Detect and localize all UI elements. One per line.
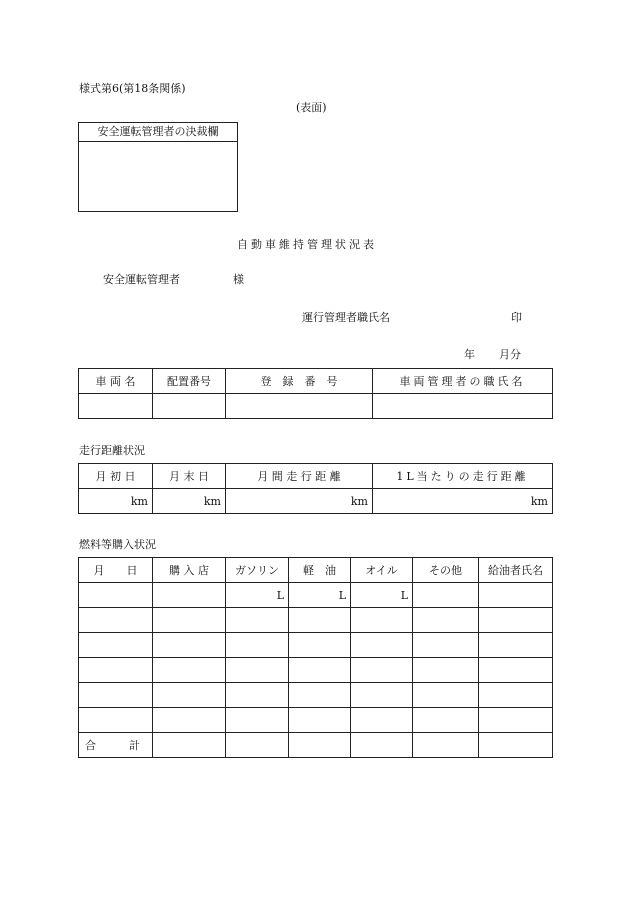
mileage-header-per-liter: 1L当たりの走行距離: [373, 464, 553, 489]
fuel-cell[interactable]: [289, 733, 351, 758]
vehicle-cell[interactable]: [373, 394, 553, 419]
fuel-cell[interactable]: [479, 708, 553, 733]
fuel-cell[interactable]: [79, 608, 153, 633]
fuel-header-store: 購 入 店: [153, 558, 226, 583]
form-number: 様式第6(第18条関係): [79, 82, 186, 95]
fuel-cell[interactable]: [79, 583, 153, 608]
page-side-label: (表面): [296, 101, 327, 114]
mileage-cell[interactable]: km: [153, 489, 226, 514]
mileage-cell[interactable]: km: [373, 489, 553, 514]
mileage-header-monthly: 月 間 走 行 距 離: [226, 464, 373, 489]
fuel-cell[interactable]: [153, 733, 226, 758]
fuel-cell[interactable]: [289, 683, 351, 708]
fuel-header-oil: オイル: [351, 558, 413, 583]
mileage-header-start: 月 初 日: [79, 464, 153, 489]
fuel-cell[interactable]: [413, 733, 479, 758]
vehicle-header-name: 車 両 名: [79, 369, 153, 394]
fuel-header-other: その他: [413, 558, 479, 583]
fuel-total-label: 合 計: [79, 733, 153, 758]
fuel-cell[interactable]: [351, 608, 413, 633]
fuel-cell[interactable]: [351, 708, 413, 733]
fuel-cell-gasoline[interactable]: L: [226, 583, 289, 608]
fuel-header-date: 月 日: [79, 558, 153, 583]
mileage-cell[interactable]: km: [226, 489, 373, 514]
vehicle-cell[interactable]: [79, 394, 153, 419]
fuel-row: [79, 583, 553, 608]
vehicle-header-manager: 車両管理者の職氏名: [373, 369, 553, 394]
fuel-cell[interactable]: [226, 633, 289, 658]
mileage-cell[interactable]: km: [79, 489, 153, 514]
fuel-cell[interactable]: [289, 708, 351, 733]
fuel-cell[interactable]: [79, 658, 153, 683]
fuel-row: [79, 608, 553, 633]
fuel-cell[interactable]: [79, 633, 153, 658]
fuel-cell[interactable]: [351, 658, 413, 683]
fuel-row: [79, 633, 553, 658]
fuel-cell[interactable]: [79, 708, 153, 733]
fuel-cell[interactable]: [289, 608, 351, 633]
vehicle-header-number: 配置番号: [153, 369, 226, 394]
fuel-row: [79, 708, 553, 733]
fuel-cell[interactable]: [226, 708, 289, 733]
vehicle-header-registration: 登 録 番 号: [226, 369, 373, 394]
date-year: 年: [464, 348, 475, 361]
approval-box: [78, 122, 238, 212]
addressee-label: 安全運転管理者: [103, 273, 180, 286]
fuel-cell-diesel[interactable]: L: [289, 583, 351, 608]
fuel-cell[interactable]: [153, 683, 226, 708]
fuel-cell[interactable]: [413, 633, 479, 658]
fuel-cell[interactable]: [79, 683, 153, 708]
fuel-cell[interactable]: [153, 708, 226, 733]
mileage-header-end: 月 末 日: [153, 464, 226, 489]
fuel-section-title: 燃料等購入状況: [79, 538, 156, 551]
fuel-header-gasoline: ガソリン: [226, 558, 289, 583]
vehicle-cell[interactable]: [226, 394, 373, 419]
document-title: 自動車維持管理状況表: [237, 238, 377, 251]
fuel-table: [78, 557, 553, 758]
fuel-cell[interactable]: [153, 608, 226, 633]
vehicle-table: [78, 368, 553, 419]
fuel-cell[interactable]: [226, 608, 289, 633]
fuel-cell[interactable]: [479, 608, 553, 633]
fuel-cell[interactable]: [413, 658, 479, 683]
seal-mark: 印: [511, 311, 522, 324]
fuel-row: [79, 658, 553, 683]
fuel-total-row: [79, 733, 553, 758]
fuel-header-refueler: 給油者氏名: [479, 558, 553, 583]
date-month: 月分: [499, 348, 521, 361]
fuel-cell[interactable]: [351, 733, 413, 758]
approval-box-label: 安全運転管理者の決裁欄: [79, 123, 237, 142]
fuel-cell[interactable]: [413, 608, 479, 633]
fuel-cell[interactable]: [413, 683, 479, 708]
fuel-header-diesel: 軽 油: [289, 558, 351, 583]
fuel-cell[interactable]: [153, 633, 226, 658]
fuel-cell[interactable]: [153, 583, 226, 608]
vehicle-cell[interactable]: [153, 394, 226, 419]
fuel-cell[interactable]: [226, 733, 289, 758]
mileage-table: [78, 463, 553, 514]
fuel-cell[interactable]: [351, 633, 413, 658]
fuel-cell[interactable]: [153, 658, 226, 683]
fuel-cell[interactable]: [413, 708, 479, 733]
fuel-cell[interactable]: [289, 658, 351, 683]
fuel-cell[interactable]: [479, 733, 553, 758]
fuel-row: [79, 683, 553, 708]
fuel-cell[interactable]: [413, 583, 479, 608]
signer-label: 運行管理者職氏名: [302, 311, 390, 324]
fuel-cell[interactable]: [479, 583, 553, 608]
fuel-cell[interactable]: [226, 683, 289, 708]
fuel-cell-oil[interactable]: L: [351, 583, 413, 608]
fuel-cell[interactable]: [479, 633, 553, 658]
fuel-cell[interactable]: [289, 633, 351, 658]
fuel-cell[interactable]: [351, 683, 413, 708]
fuel-cell[interactable]: [479, 683, 553, 708]
fuel-cell[interactable]: [479, 658, 553, 683]
fuel-cell[interactable]: [226, 658, 289, 683]
addressee-honorific: 様: [233, 273, 244, 286]
mileage-section-title: 走行距離状況: [79, 444, 145, 457]
